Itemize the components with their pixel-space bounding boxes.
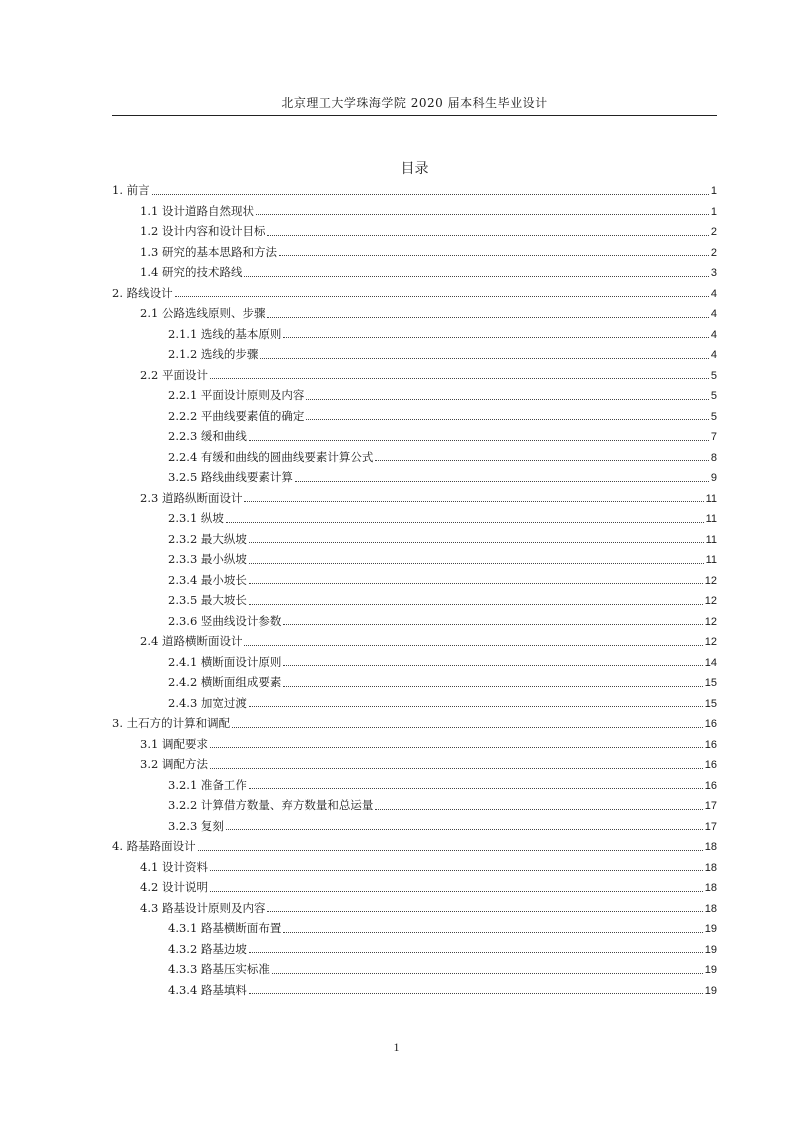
toc-entry-page: 11 <box>705 513 717 525</box>
toc-dot-leader <box>152 193 709 195</box>
toc-entry[interactable] <box>112 344 717 365</box>
toc-entry-title: 4. 路基路面设计 <box>112 839 196 853</box>
toc-entry-title: 2.3.5 最大坡长 <box>168 593 247 607</box>
toc-dot-leader <box>232 726 703 728</box>
toc-entry[interactable] <box>112 365 717 386</box>
toc-entry[interactable] <box>112 939 717 960</box>
toc-entry-title: 2.3.6 竖曲线设计参数 <box>168 613 282 628</box>
toc-entry[interactable] <box>112 426 717 447</box>
toc-entry-title: 1.1 设计道路自然现状 <box>140 203 254 218</box>
toc-entry[interactable] <box>112 262 717 283</box>
toc-dot-leader <box>283 336 708 338</box>
toc-entry-page: 5 <box>710 390 717 402</box>
page-header: 北京理工大学珠海学院 2020 届本科生毕业设计 <box>281 96 548 110</box>
toc-entry-title: 4.3.2 路基边坡 <box>168 941 247 956</box>
toc-entry[interactable] <box>112 980 717 1001</box>
toc-dot-leader <box>260 357 708 359</box>
toc-entry[interactable] <box>112 672 717 693</box>
toc-entry-page: 18 <box>704 841 717 853</box>
toc-entry-page: 5 <box>710 369 717 382</box>
toc-entry[interactable] <box>112 324 717 345</box>
toc-entry-title: 2.3.2 最大纵坡 <box>168 531 247 546</box>
toc-entry-title: 1.2 设计内容和设计目标 <box>140 224 266 238</box>
toc-dot-leader <box>249 439 709 441</box>
toc-dot-leader <box>210 890 703 892</box>
toc-entry-page: 15 <box>704 677 717 689</box>
header-divider <box>112 115 717 116</box>
toc-entry-title: 2.2.3 缓和曲线 <box>168 429 247 443</box>
toc-entry-title: 2.2.1 平面设计原则及内容 <box>168 388 305 402</box>
toc-entry-page: 8 <box>710 451 717 464</box>
toc-entry-title: 2.1.1 选线的基本原则 <box>168 326 282 341</box>
toc-entry[interactable] <box>112 693 717 714</box>
toc-dot-leader <box>175 295 709 297</box>
toc-dot-leader <box>249 603 703 605</box>
toc-dot-leader <box>295 480 709 482</box>
toc-entry-page: 4 <box>710 287 717 300</box>
toc-dot-leader <box>249 705 703 707</box>
toc-entry-page: 2 <box>710 246 717 259</box>
toc-dot-leader <box>249 562 704 564</box>
toc-entry[interactable] <box>112 508 717 529</box>
toc-entry-title: 4.2 设计说明 <box>140 880 208 894</box>
toc-entry-page: 16 <box>704 738 717 751</box>
toc-dot-leader <box>244 644 702 646</box>
toc-entry-page: 17 <box>704 800 717 812</box>
toc-entry[interactable] <box>112 385 717 406</box>
toc-dot-leader <box>279 254 709 256</box>
toc-entry-title: 2.4.2 横断面组成要素 <box>168 675 282 689</box>
toc-entry-page: 9 <box>710 472 717 484</box>
toc-entry-page: 14 <box>704 656 717 669</box>
toc-dot-leader <box>210 869 703 871</box>
toc-entry[interactable] <box>112 242 717 263</box>
toc-entry-title: 3.2.1 准备工作 <box>168 777 247 792</box>
toc-dot-leader <box>283 623 702 625</box>
toc-entry-page: 12 <box>704 636 717 648</box>
toc-entry-page: 4 <box>710 328 717 341</box>
toc-entry[interactable] <box>112 857 717 878</box>
toc-entry-title: 2.1 公路选线原则、步骤 <box>140 306 266 320</box>
toc-entry[interactable] <box>112 877 717 898</box>
toc-entry[interactable] <box>112 590 717 611</box>
toc-dot-leader <box>249 951 703 953</box>
toc-entry-title: 3.2.5 路线曲线要素计算 <box>168 470 293 484</box>
toc-entry-title: 3.2.3 复刻 <box>168 818 224 833</box>
toc-entry[interactable] <box>112 488 717 509</box>
toc-dot-leader <box>249 787 703 789</box>
toc-dot-leader <box>198 849 703 851</box>
page-number: 1 <box>393 1040 400 1054</box>
toc-entry[interactable] <box>112 816 717 837</box>
toc-entry-title: 2.3.1 纵坡 <box>168 511 224 525</box>
toc-entry[interactable] <box>112 303 717 324</box>
toc-entry[interactable] <box>112 836 717 857</box>
toc-entry-page: 15 <box>704 697 717 710</box>
toc-entry[interactable] <box>112 221 717 242</box>
toc-entry-page: 11 <box>705 533 717 546</box>
toc-entry-page: 19 <box>704 984 717 997</box>
toc-entry-page: 17 <box>704 820 717 833</box>
toc-entry-title: 3.1 调配要求 <box>140 736 208 751</box>
toc-entry[interactable] <box>112 406 717 427</box>
toc-dot-leader <box>226 828 703 830</box>
toc-entry-title: 2.3 道路纵断面设计 <box>140 490 243 505</box>
toc-entry-title: 1.4 研究的技术路线 <box>140 265 243 279</box>
toc-dot-leader <box>249 992 703 994</box>
toc-entry[interactable] <box>112 529 717 550</box>
toc-entry-page: 19 <box>704 923 717 935</box>
toc-dot-leader <box>306 398 708 400</box>
toc-entry-page: 2 <box>710 226 717 238</box>
toc-entry-title: 1.3 研究的基本思路和方法 <box>140 244 277 259</box>
toc-entry[interactable] <box>112 467 717 488</box>
toc-entry[interactable] <box>112 898 717 919</box>
table-of-contents <box>112 180 717 1000</box>
toc-dot-leader <box>267 316 708 318</box>
toc-entry-page: 3 <box>710 267 717 279</box>
toc-dot-leader <box>283 685 702 687</box>
toc-entry-title: 4.3.4 路基填料 <box>168 982 247 997</box>
toc-dot-leader <box>375 459 708 461</box>
toc-dot-leader <box>210 746 703 748</box>
toc-dot-leader <box>256 213 709 215</box>
toc-entry[interactable] <box>112 795 717 816</box>
toc-entry-page: 12 <box>704 595 717 607</box>
toc-entry-page: 1 <box>710 185 717 197</box>
toc-entry-title: 4.3 路基设计原则及内容 <box>140 900 266 915</box>
toc-dot-leader <box>267 234 708 236</box>
toc-entry-page: 19 <box>704 943 717 956</box>
toc-entry-page: 16 <box>704 759 717 771</box>
toc-entry-title: 2.3.3 最小纵坡 <box>168 552 247 566</box>
toc-entry[interactable] <box>112 570 717 591</box>
toc-entry[interactable] <box>112 959 717 980</box>
toc-entry[interactable] <box>112 734 717 755</box>
toc-dot-leader <box>283 664 702 666</box>
toc-entry-page: 19 <box>704 964 717 976</box>
toc-entry[interactable] <box>112 180 717 201</box>
toc-entry-title: 4.1 设计资料 <box>140 859 208 874</box>
toc-entry-page: 5 <box>710 410 717 423</box>
toc-entry-title: 2.4.3 加宽过渡 <box>168 695 247 710</box>
toc-entry-page: 18 <box>704 861 717 874</box>
toc-entry-title: 2.4.1 横断面设计原则 <box>168 654 282 669</box>
toc-dot-leader <box>283 931 702 933</box>
toc-entry[interactable] <box>112 713 717 734</box>
toc-entry-page: 11 <box>705 492 717 505</box>
toc-dot-leader <box>244 275 708 277</box>
toc-entry-page: 1 <box>710 205 717 218</box>
toc-entry-page: 4 <box>710 308 717 320</box>
toc-dot-leader <box>244 500 703 502</box>
toc-dot-leader <box>267 910 702 912</box>
toc-entry[interactable] <box>112 611 717 632</box>
toc-entry-title: 3. 土石方的计算和调配 <box>112 716 231 730</box>
toc-dot-leader <box>226 521 704 523</box>
toc-entry-title: 2. 路线设计 <box>112 285 173 300</box>
toc-entry-title: 2.2 平面设计 <box>140 367 208 382</box>
toc-dot-leader <box>210 377 709 379</box>
toc-entry-page: 18 <box>704 902 717 915</box>
toc-dot-leader <box>375 808 702 810</box>
toc-entry-page: 12 <box>704 574 717 587</box>
toc-entry[interactable] <box>112 631 717 652</box>
toc-entry-title: 2.2.4 有缓和曲线的圆曲线要素计算公式 <box>168 449 374 464</box>
toc-entry[interactable] <box>112 201 717 222</box>
toc-entry[interactable] <box>112 283 717 304</box>
toc-entry[interactable] <box>112 447 717 468</box>
toc-entry-page: 16 <box>704 779 717 792</box>
toc-entry-page: 16 <box>704 718 717 730</box>
toc-entry-title: 2.2.2 平曲线要素值的确定 <box>168 408 305 423</box>
toc-entry-page: 4 <box>710 349 717 361</box>
toc-dot-leader <box>249 582 703 584</box>
toc-entry[interactable] <box>112 754 717 775</box>
toc-entry-title: 3.2 调配方法 <box>140 757 208 771</box>
toc-entry-title: 2.4 道路横断面设计 <box>140 634 243 648</box>
toc-title: 目录 <box>400 161 429 177</box>
toc-entry-title: 3.2.2 计算借方数量、弃方数量和总运量 <box>168 798 374 812</box>
toc-entry-page: 7 <box>710 431 717 443</box>
toc-entry-title: 4.3.3 路基压实标准 <box>168 962 270 976</box>
toc-entry-title: 1. 前言 <box>112 183 150 197</box>
toc-entry-title: 4.3.1 路基横断面布置 <box>168 921 282 935</box>
toc-entry[interactable] <box>112 652 717 673</box>
toc-dot-leader <box>210 767 703 769</box>
toc-dot-leader <box>249 541 704 543</box>
toc-dot-leader <box>272 972 703 974</box>
toc-entry[interactable] <box>112 549 717 570</box>
toc-entry-title: 2.1.2 选线的步骤 <box>168 347 259 361</box>
toc-dot-leader <box>306 418 708 420</box>
toc-entry-title: 2.3.4 最小坡长 <box>168 572 247 587</box>
toc-entry[interactable] <box>112 918 717 939</box>
toc-entry-page: 12 <box>704 615 717 628</box>
toc-entry-page: 11 <box>705 554 717 566</box>
toc-entry-page: 18 <box>704 882 717 894</box>
toc-entry[interactable] <box>112 775 717 796</box>
